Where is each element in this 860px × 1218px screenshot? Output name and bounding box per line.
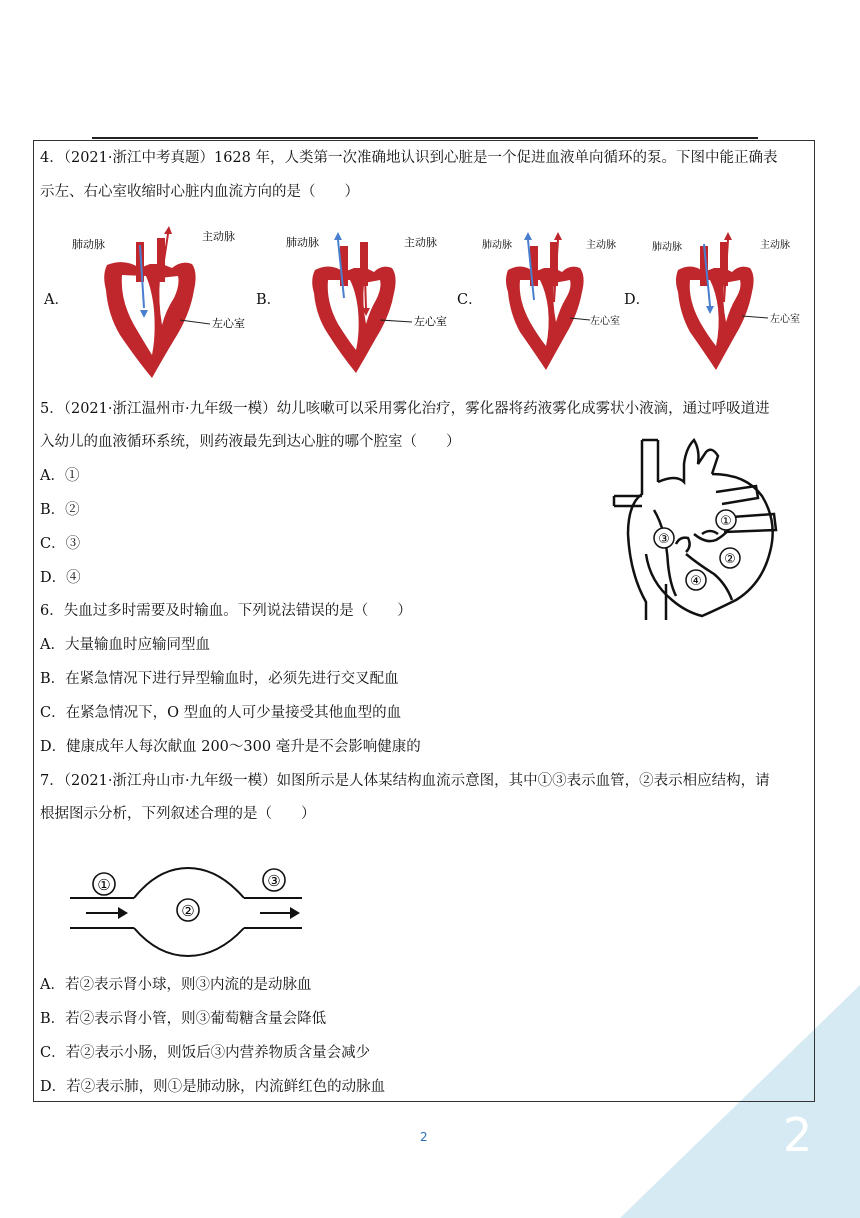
q7-option-d: D．若②表示肺，则①是肺动脉，内流鲜红色的动脉血 bbox=[40, 1079, 386, 1095]
q5-fig-label-3: ③ bbox=[658, 532, 670, 547]
q4-stem-line2: 示左、右心室收缩时心脏内血流方向的是（ ） bbox=[40, 184, 359, 200]
q4a-label-pulmonary: 肺动脉 bbox=[72, 238, 105, 251]
q5-fig-label-1: ① bbox=[720, 514, 732, 529]
corner-page-number: 2 bbox=[783, 1108, 813, 1162]
q6-stem: 6．失血过多时需要及时输血。下列说法错误的是（ ） bbox=[40, 603, 412, 619]
q4a-label-aorta: 主动脉 bbox=[202, 230, 235, 243]
q7-stem-line1: 7．（2021·浙江舟山市·九年级一模）如图所示是人体某结构血流示意图，其中①③表示血管，②表示相应结构，请 bbox=[40, 773, 770, 789]
q5-stem-line1: 5．（2021·浙江温州市·九年级一模）幼儿咳嗽可以采用雾化治疗，雾化器将药液雾化成雾状小液滴，通过呼吸道进 bbox=[40, 401, 770, 417]
q4-option-b-letter: B． bbox=[256, 292, 282, 308]
q7-fig-label-1: ① bbox=[97, 876, 111, 894]
q5-fig-label-2: ② bbox=[724, 552, 736, 567]
q7-option-b: B．若②表示肾小管，则③葡萄糖含量会降低 bbox=[40, 1011, 327, 1027]
q7-option-a: A．若②表示肾小球，则③内流的是动脉血 bbox=[40, 977, 312, 993]
q5-stem-line2: 入幼儿的血液循环系统，则药液最先到达心脏的哪个腔室（ ） bbox=[40, 434, 461, 450]
q4b-label-aorta: 主动脉 bbox=[404, 236, 437, 249]
q4-option-d-letter: D． bbox=[624, 292, 651, 308]
q5-option-b: B．② bbox=[40, 502, 80, 518]
q4d-label-pulmonary: 肺动脉 bbox=[652, 242, 682, 253]
q4c-label-aorta: 主动脉 bbox=[586, 240, 616, 251]
q7-fig-label-3: ③ bbox=[267, 872, 281, 890]
q4-stem-line1: 4．（2021·浙江中考真题）1628 年，人类第一次准确地认识到心脏是一个促进血液单向循环的泵。下图中能正确表 bbox=[40, 150, 778, 166]
q4-heart-figure-c bbox=[478, 230, 638, 375]
q4c-label-pulmonary: 肺动脉 bbox=[482, 240, 512, 251]
q7-stem-line2: 根据图示分析，下列叙述合理的是（ ） bbox=[40, 806, 316, 822]
q5-option-c: C．③ bbox=[40, 536, 81, 552]
q4-heart-figure-a bbox=[62, 220, 262, 385]
q4-heart-figure-d bbox=[648, 230, 808, 375]
q5-heart-diagram bbox=[606, 434, 786, 620]
q4c-label-left-ventricle: 左心室 bbox=[590, 316, 620, 327]
q6-option-c: C．在紧急情况下，O 型血的人可少量接受其他血型的血 bbox=[40, 705, 402, 721]
q4-heart-figure-b bbox=[280, 228, 455, 378]
q7-blood-flow-diagram bbox=[68, 858, 304, 958]
q5-option-d: D．④ bbox=[40, 570, 81, 586]
header-rule bbox=[92, 137, 758, 139]
q4a-label-left-ventricle: 左心室 bbox=[212, 317, 245, 330]
q5-option-a: A．① bbox=[40, 468, 80, 484]
q4b-label-pulmonary: 肺动脉 bbox=[286, 236, 319, 249]
q6-option-d: D．健康成年人每次献血 200～300 毫升是不会影响健康的 bbox=[40, 739, 421, 755]
q6-option-a: A．大量输血时应输同型血 bbox=[40, 637, 210, 653]
q4b-label-left-ventricle: 左心室 bbox=[414, 315, 447, 328]
q4d-label-aorta: 主动脉 bbox=[760, 240, 790, 251]
q6-option-b: B．在紧急情况下进行异型输血时，必须先进行交叉配血 bbox=[40, 671, 399, 687]
q7-option-c: C．若②表示小肠，则饭后③内营养物质含量会减少 bbox=[40, 1045, 371, 1061]
q4-option-c-letter: C． bbox=[457, 292, 483, 308]
q4d-label-left-ventricle: 左心室 bbox=[770, 314, 800, 325]
q4-option-a-letter: A． bbox=[44, 292, 69, 308]
page-number: 2 bbox=[420, 1130, 428, 1144]
q5-fig-label-4: ④ bbox=[690, 574, 702, 589]
q7-fig-label-2: ② bbox=[181, 902, 195, 920]
